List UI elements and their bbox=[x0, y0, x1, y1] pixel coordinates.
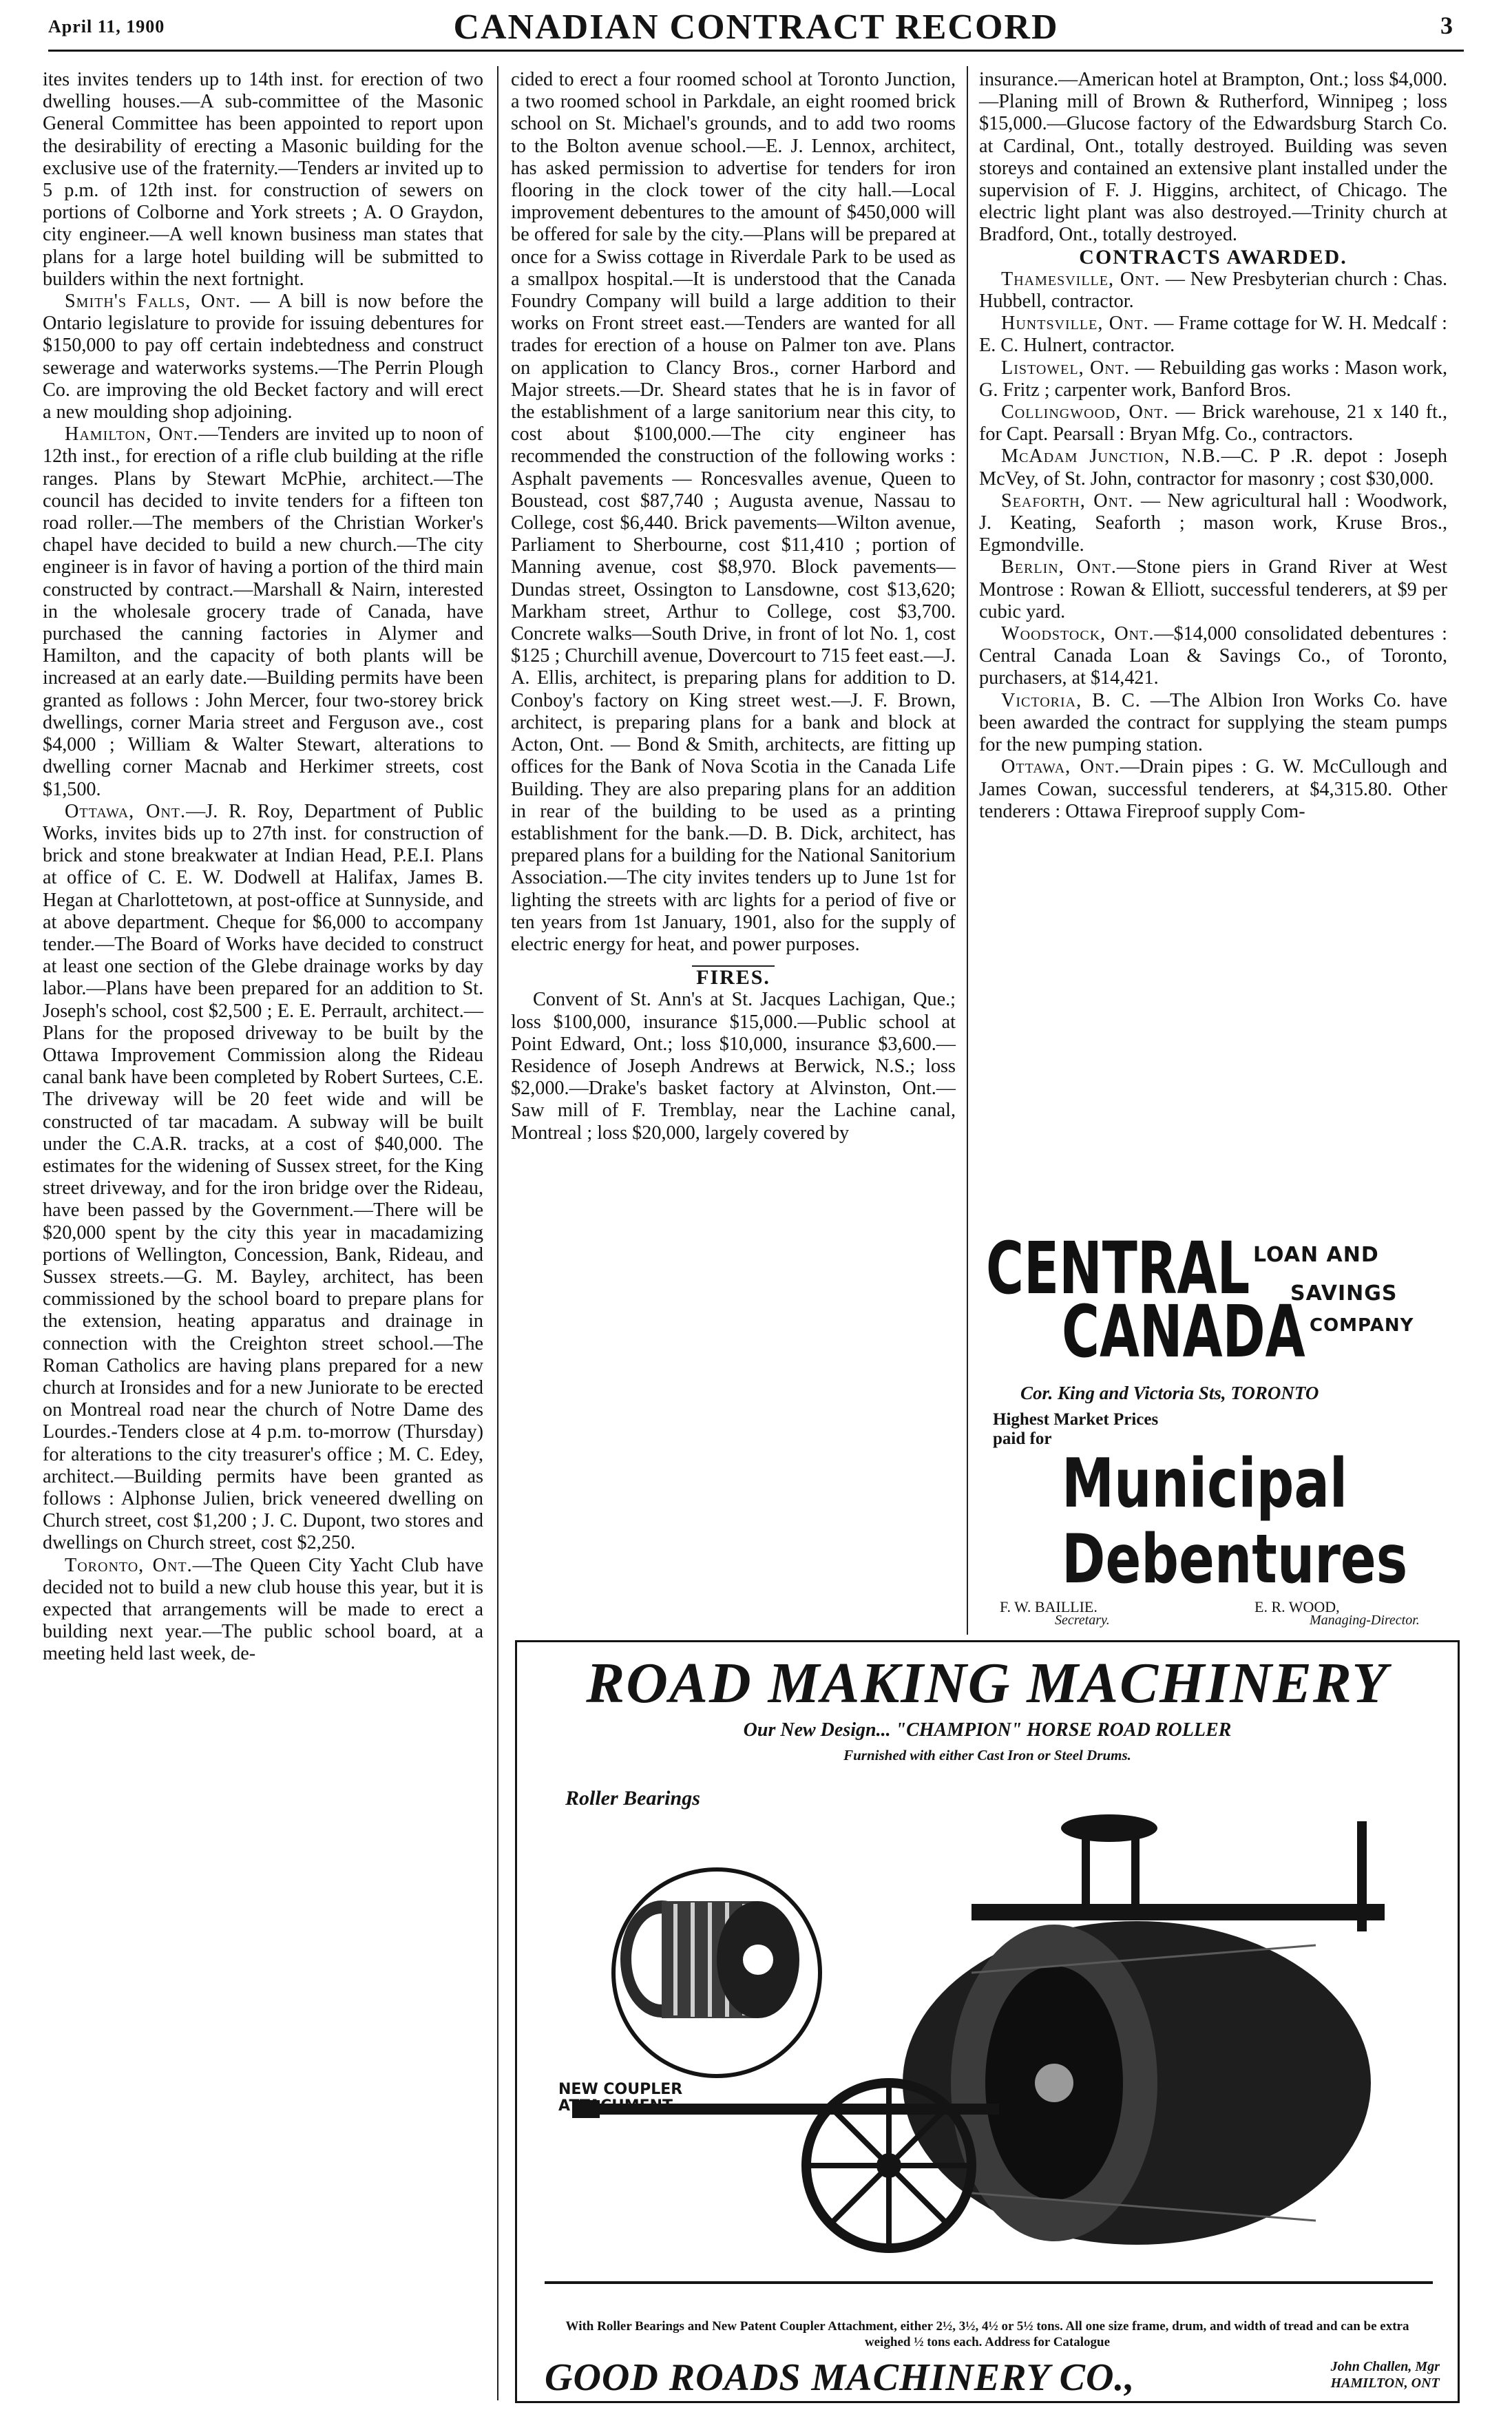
place-lead: Victoria, B. C. bbox=[1001, 689, 1141, 711]
article-paragraph: ites invites tenders up to 14th inst. for erection of two dwelling houses.—A sub-committee of the Masonic General Committee has been appointed to report upon the desirability of erecting a Masonic building for the exclusive use of the fraternity.—Tenders ar invited up to 5 p.m. of 12th inst. for construction of sewers on portions of Colborne and York streets ; A. O Graydon, city engineer.—A well known business man states that plans for a large hotel building will be submitted to builders within the next fortnight. bbox=[43, 69, 483, 290]
column-divider-1 bbox=[497, 66, 498, 2400]
ad-secretary-title: Secretary. bbox=[1055, 1613, 1110, 1628]
place-lead: Ottawa, Ont. bbox=[65, 800, 187, 822]
coupler-label bbox=[558, 2082, 682, 2115]
award-text: — Brick warehouse, 21 x 140 ft., for Capt. Pearsall : Bryan Mfg. Co., contractors. bbox=[979, 401, 1448, 446]
coupler-label-line-2: ATTACHMENT bbox=[558, 2097, 673, 2115]
article-text: —The Queen City Yacht Club have decided not to build a new club house this year, but it is expected that arrangements will be made to erect a building next year.—The public school board, at a meeting held last week, de- bbox=[43, 1554, 483, 1665]
road-machinery-ad bbox=[515, 1640, 1460, 2403]
header-rule bbox=[48, 50, 1464, 52]
coupler-label-line-1: NEW COUPLER bbox=[558, 2081, 683, 2098]
place-lead: Collingwood, Ont. bbox=[1001, 401, 1169, 423]
article-text: —Tenders are invited up to noon of 12th inst., for erection of a rifle club building at the rifle ranges. Plans by Stewart McPhie, architect.—The council has decided to invite tenders for a fifteen ton road roller.—The members of the Christian Worker's chapel have decided to build a new church.—The city engineer is in favor of having a portion of the third main constructed by contract.—Marshall & Nairn, interested in the wholesale grocery trade of Canada, have purchased the canning factories in Alymer and Hamilton, and the capacity of both plants will be increased at an early date.—Building permits have been granted as follows : John Mercer, four two-storey brick dwellings, corner Maria street and Ferguson ave., cost $4,000 ; William & Walter Stewart, alterations to dwelling corner Macnab and Herkimer streets, cost $1,500. bbox=[43, 423, 483, 800]
place-lead: Hamilton, Ont. bbox=[65, 423, 199, 446]
place-lead: Smith's Falls, Ont. bbox=[65, 291, 241, 313]
ad-manager-name: John Challen, Mgr bbox=[1330, 2359, 1440, 2374]
ad-secretary-name: F. W. BAILLIE. bbox=[1000, 1598, 1098, 1615]
place-lead: Seaforth, Ont. bbox=[1001, 490, 1134, 512]
article-text: — A bill is now before the Ontario legislature to provide for issuing debentures for $150,000 to pay off certain indebtedness and construct sewerage and waterworks systems.—The Perrin Plough Co. are improving the old Becket factory and will erect a new moulding shop adjoining. bbox=[43, 291, 483, 423]
ad-manager bbox=[1331, 2358, 1440, 2391]
place-lead: Ottawa, Ont. bbox=[1001, 756, 1120, 778]
ad-subhead: Our New Design... "CHAMPION" HORSE ROAD ROLLER bbox=[743, 1719, 1232, 1741]
issue-date: April 11, 1900 bbox=[48, 17, 165, 36]
place-lead: McAdam Junction, N.B. bbox=[1001, 446, 1221, 468]
ad-fine-print: With Roller Bearings and New Patent Coupler Attachment, either 2½, 3½, 4½ or 5½ tons. All one size frame, drum, and width of tread and can be extra weighed ½ tons each. Address for Catalogue bbox=[565, 2319, 1409, 2349]
road-roller-illustration bbox=[545, 1808, 1433, 2303]
award-text: —C. P .R. depot : Joseph McVey, of St. John, contractor for masonry ; cost $30,000. bbox=[979, 446, 1447, 490]
ad-word-canada: CANADA bbox=[1062, 1290, 1305, 1374]
masthead-title: CANADIAN CONTRACT RECORD bbox=[453, 8, 1059, 47]
article-paragraph: insurance.—American hotel at Brampton, Ont.; loss $4,000.—Planing mill of Brown & Rutherford, Winnipeg ; loss $15,000.—Glucose factory of the Edwardsburg Starch Co. at Cardinal, Ont., totally destroyed. Building was seven storeys and contained an extensive plant installed under the supervision of F. J. Higgins, architect, of Chicago. The electric light plant was also destroyed.—Trinity church at Bradford, Ont., totally destroyed. bbox=[979, 69, 1447, 246]
roller-bearing-icon bbox=[620, 1900, 799, 2018]
column-divider-2 bbox=[967, 66, 968, 1635]
roller-bearings-label: Roller Bearings bbox=[565, 1787, 700, 1810]
column-1 bbox=[43, 69, 483, 1666]
award-text: — New agricultural hall : Woodwork, J. Keating, Seaforth ; mason work, Kruse Bros., Egmondville. bbox=[979, 490, 1447, 556]
award-item bbox=[979, 313, 1447, 357]
award-text: — Frame cottage for W. H. Medcalf : E. C. Hulnert, contractor. bbox=[979, 313, 1447, 357]
column-3 bbox=[979, 69, 1447, 823]
place-lead: Huntsville, Ont. bbox=[1001, 313, 1149, 335]
section-heading-contracts-awarded: CONTRACTS AWARDED. bbox=[1079, 245, 1347, 269]
article-paragraph bbox=[43, 801, 483, 1555]
ad-address: Cor. King and Victoria Sts, TORONTO bbox=[1020, 1383, 1319, 1403]
award-text: —Stone piers in Grand River at West Montrose : Rowan & Elliott, successful tenderers, at $9 per cubic yard. bbox=[979, 556, 1447, 622]
award-item bbox=[979, 269, 1447, 313]
article-paragraph bbox=[43, 423, 483, 800]
ad-director-name: E. R. WOOD, bbox=[1254, 1598, 1340, 1615]
ad-highest-line: Highest Market Prices bbox=[993, 1410, 1159, 1429]
award-text: — Rebuilding gas works : Mason work, G. Fritz ; carpenter work, Banford Bros. bbox=[979, 357, 1447, 401]
central-canada-ad bbox=[979, 1226, 1447, 1628]
ad-loan-and: LOAN AND bbox=[1253, 1243, 1379, 1267]
award-text: —Drain pipes : G. W. McCullough and James Cowan, successful tenderers, at $4,315.80. Other tenderers : Ottawa Fireproof supply Com- bbox=[979, 756, 1448, 822]
section-heading-fires: FIRES. bbox=[696, 966, 770, 989]
ad-company-name: GOOD ROADS MACHINERY CO., bbox=[545, 2356, 1135, 2399]
place-lead: Listowel, Ont. bbox=[1001, 357, 1131, 379]
article-paragraph bbox=[43, 291, 483, 423]
award-item bbox=[979, 446, 1447, 490]
ad-savings: SAVINGS bbox=[1290, 1281, 1398, 1306]
place-lead: Berlin, Ont. bbox=[1001, 556, 1117, 578]
place-lead: Thamesville, Ont. bbox=[1001, 268, 1160, 290]
award-item bbox=[979, 490, 1447, 557]
award-text: — New Presbyterian church : Chas. Hubbell, contractor. bbox=[979, 268, 1448, 313]
award-text: —$14,000 consolidated debentures : Central Canada Loan & Savings Co., of Toronto, purchasers, at $14,421. bbox=[979, 623, 1447, 689]
article-paragraph bbox=[43, 1555, 483, 1666]
ad-paid-for-line: paid for bbox=[993, 1429, 1052, 1448]
place-lead: Toronto, Ont. bbox=[65, 1554, 193, 1576]
award-text: —The Albion Iron Works Co. have been awarded the contract for supplying the steam pumps for the new pumping station. bbox=[979, 689, 1448, 756]
ad-manager-city: HAMILTON, ONT bbox=[1330, 2376, 1440, 2391]
ad-subhead-2: Furnished with either Cast Iron or Steel Drums. bbox=[843, 1747, 1131, 1763]
ad-headline: ROAD MAKING MACHINERY bbox=[586, 1651, 1389, 1715]
award-item bbox=[979, 623, 1447, 690]
article-paragraph: cided to erect a four roomed school at Toronto Junction, a two roomed school in Parkdale, an eight roomed brick school on St. Michael's grounds, and to add two rooms to the Bolton avenue school.—E. J. Lennox, architect, has asked permission to advertise for tenders for iron flooring in the clock tower of the city hall.—Local improvement debentures to the amount of $450,000 will be offered for sale by the city.—Plans will be prepared at once for a Swiss cottage in Riverdale Park to be used as a smallpox hospital.—It is understood that the Canada Foundry Company will build a large addition to their works on Front street east.—Tenders are wanted for all trades for erection of a house on Palmer ton ave. Plans on application to Clancy Bros., corner Harbord and Major streets.—Dr. Sheard states that he is in favor of the establishment of a large sanitorium near this city, to cost about $100,000.—The city engineer has recommended the construction of the following works : Asphalt pavements — Roncesvalles avenue, Queen to Boustead, cost $87,740 ; Augusta avenue, Nassau to College, cost $6,440. Brick pavements—Wilton avenue, Parliament to Sherbourne, cost $11,410 ; portion of Manning avenue, cost $8,970. Block pavements—Dundas street, Ossington to Lansdowne, cost $13,620; Markham street, Arthur to College, cost $3,700. Concrete walks—South Drive, in front of lot No. 1, cost $125 ; Churchill avenue, Dovercourt to 715 feet east.—J. A. Ellis, architect, is preparing plans for addition to D. Conboy's factory on King street west.—J. F. Brown, architect, is preparing plans for a bank and block at Acton, Ont. — Bond & Smith, architects, are fitting up offices for the Bank of Nova Scotia in the Canada Life Building. They are also preparing plans for an addition in rear of the building to be used as a printing establishment for the bank.—D. B. Dick, architect, has prepared plans for a building for the National Sanitorium Association.—The city invites tenders up to June 1st for lighting the streets with arc lights for a period of five or ten years from 1st January, 1901, also for the supply of electric energy for heat, and power purposes. bbox=[511, 69, 956, 955]
award-item bbox=[979, 756, 1447, 823]
award-item bbox=[979, 357, 1447, 401]
ad-word-central: CENTRAL bbox=[986, 1226, 1250, 1310]
column-2 bbox=[511, 69, 956, 1144]
article-text: —J. R. Roy, Department of Public Works, invites bids up to 27th inst. for construction of brick and stone breakwater at Indian Head, P.E.I. Plans at office of C. E. W. Dodwell at Halifax, James B. Hegan at Charlottetown, at post-office at Sunnyside, and at above department. Cheque for $6,000 to accompany tender.—The Board of Works have decided to construct at least one section of the Glebe drainage works by day labor.—Plans have been prepared for an addition to St. Joseph's school, cost $2,500 ; E. E. Perrault, architect.—Plans for the proposed driveway to be built by the Ottawa Improvement Commission along the Rideau canal bank have been completed by Robert Surtees, C.E. The driveway will be 20 feet wide and will be constructed of tar macadam. A subway will be built under the C.A.R. tracks, at a cost of $40,000. The estimates for the widening of Sussex street, for the King street driveway, and for the iron bridge over the Rideau, have been passed by the Government.—There will be $20,000 spent by the city this year in macadamizing portions of Wellington, Concession, Bank, Rideau, and Sussex streets.—G. M. Bayley, architect, has been commissioned by the school board to prepare plans for the extension, heating apparatus and drainage in connection with the Creighton street school.—The Roman Catholics are having plans prepared for a new church at Ironsides and for a new Juniorate to be erected on Montreal road near the church of Notre Dame des Lourdes.-Tenders close at 4 p.m. to-morrow (Thursday) for alterations to the city treasurer's office ; M. C. Edey, architect.—Building permits have been granted as follows : Alphonse Julien, brick veneered dwelling on Church street, cost $1,200 ; J. C. Dupont, two stores and dwellings on Church street, cost $2,250. bbox=[43, 800, 484, 1554]
page-header bbox=[48, 0, 1464, 52]
ad-highest-prices bbox=[993, 1410, 1241, 1449]
award-item bbox=[979, 556, 1447, 623]
ad-company: COMPANY bbox=[1310, 1315, 1414, 1336]
award-item bbox=[979, 690, 1447, 757]
article-paragraph: Convent of St. Ann's at St. Jacques Lachigan, Que.; loss $100,000, insurance $15,000.—Public school at Point Edward, Ont.; loss $10,000, insurance $3,600.—Residence of Joseph Andrews at Berwick, N.S.; loss $2,000.—Drake's basket factory at Alvinston, Ont.—Saw mill of F. Tremblay, near the Lachine canal, Montreal ; loss $20,000, largely covered by bbox=[511, 989, 956, 1144]
ad-municipal: Municipal bbox=[1062, 1445, 1348, 1523]
ad-director-title: Managing-Director. bbox=[1310, 1613, 1420, 1628]
award-item bbox=[979, 401, 1447, 446]
page-number: 3 bbox=[1440, 12, 1453, 39]
place-lead: Woodstock, Ont. bbox=[1001, 623, 1155, 645]
ad-debentures: Debentures bbox=[1062, 1520, 1408, 1599]
